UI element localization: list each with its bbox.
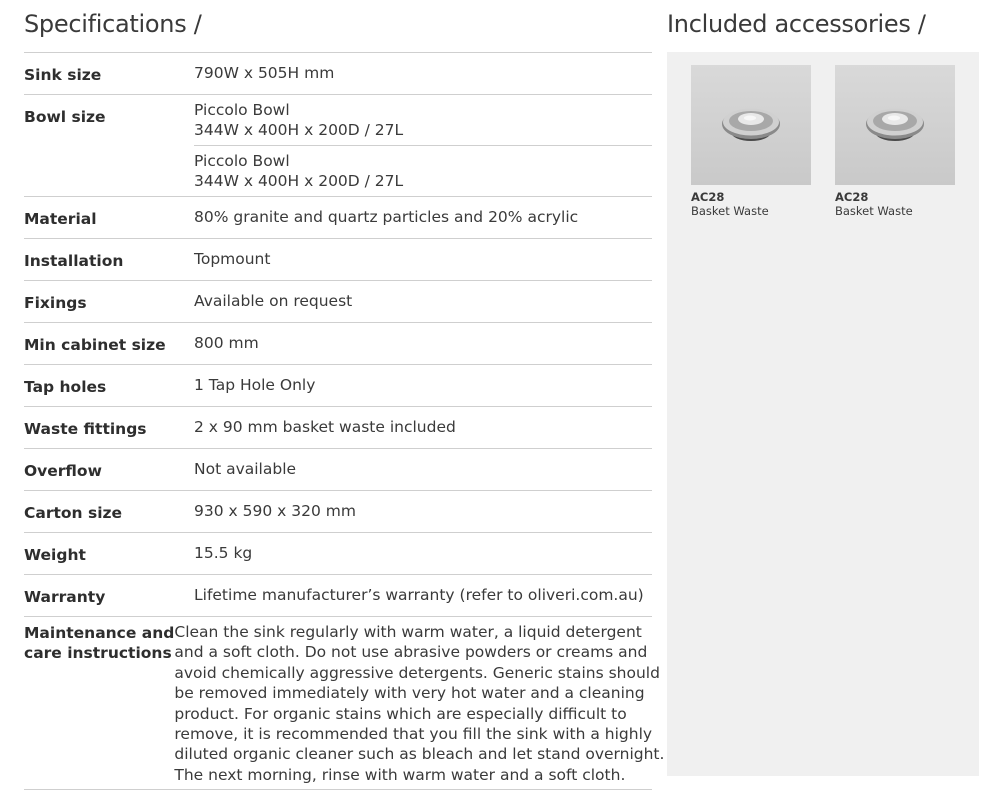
accessory-name: Basket Waste <box>691 204 769 218</box>
spec-value-text: 1 Tap Hole Only <box>194 376 316 394</box>
spec-value <box>194 53 652 94</box>
maintenance-line: product. For organic stains which are especially difficult to <box>174 704 627 723</box>
spec-value <box>194 95 652 145</box>
spec-label: Warranty <box>24 588 106 606</box>
spec-value <box>194 365 652 406</box>
basket-waste-icon <box>716 100 786 150</box>
spec-value-text: Piccolo Bowl <box>194 152 290 170</box>
spec-row-warranty <box>24 575 652 617</box>
spec-label: Sink size <box>24 66 102 84</box>
basket-waste-icon <box>860 100 930 150</box>
spec-table <box>24 52 665 790</box>
spec-value <box>194 239 652 280</box>
spec-row-sink-size <box>24 53 652 95</box>
spec-row-maintenance <box>24 617 665 790</box>
spec-row-bowl-size <box>24 95 652 197</box>
spec-label <box>24 617 174 789</box>
spec-row-installation <box>24 239 652 281</box>
accessory-name: Basket Waste <box>835 204 913 218</box>
maintenance-line: diluted organic cleaner such as bleach and let stand overnight. <box>174 745 665 764</box>
spec-row-carton-size <box>24 491 652 533</box>
spec-value <box>194 533 652 574</box>
maintenance-line: and a soft cloth. Do not use abrasive powders or creams and <box>174 643 648 662</box>
accessory-card[interactable] <box>691 65 811 776</box>
spec-row-overflow <box>24 449 652 491</box>
spec-label: Bowl size <box>24 108 106 126</box>
accessory-code: AC28 <box>691 190 725 204</box>
spec-value <box>194 281 652 322</box>
spec-value-text: 15.5 kg <box>194 544 253 562</box>
spec-label-line: Maintenance and <box>24 624 175 642</box>
spec-value-text: 790W x 505H mm <box>194 64 335 82</box>
spec-label-line: care instructions <box>24 644 172 662</box>
spec-value-text: 930 x 590 x 320 mm <box>194 502 356 520</box>
spec-value-text: 2 x 90 mm basket waste included <box>194 418 456 436</box>
spec-label: Min cabinet size <box>24 336 166 354</box>
spec-value-text: 344W x 400H x 200D / 27L <box>194 121 404 139</box>
maintenance-line: be removed immediately with very hot water and a cleaning <box>174 684 645 703</box>
spec-row-material <box>24 197 652 239</box>
maintenance-line: remove, it is recommended that you fill the sink with a highly <box>174 725 653 744</box>
spec-row-fixings <box>24 281 652 323</box>
maintenance-line: Clean the sink regularly with warm water, a liquid detergent <box>174 623 642 641</box>
spec-row-weight <box>24 533 652 575</box>
specifications-title: Specifications / <box>24 10 202 38</box>
spec-row-min-cabinet-size <box>24 323 652 365</box>
spec-value <box>194 323 652 364</box>
accessories-panel <box>667 52 979 776</box>
spec-value-text: Topmount <box>194 250 271 268</box>
spec-label: Material <box>24 210 97 228</box>
accessory-code: AC28 <box>835 190 869 204</box>
spec-value-text: 344W x 400H x 200D / 27L <box>194 172 404 190</box>
spec-row-waste-fittings <box>24 407 652 449</box>
spec-value-text: 80% granite and quartz particles and 20% acrylic <box>194 208 579 226</box>
spec-value <box>194 145 652 196</box>
spec-value-text: Available on request <box>194 292 353 310</box>
spec-label: Fixings <box>24 294 87 312</box>
spec-value-text: 800 mm <box>194 334 259 352</box>
basket-waste-image[interactable] <box>691 65 811 185</box>
spec-value <box>194 197 652 238</box>
spec-label: Carton size <box>24 504 123 522</box>
spec-value <box>194 491 652 532</box>
spec-value <box>194 449 652 490</box>
spec-value-text: Not available <box>194 460 297 478</box>
spec-value <box>194 575 652 616</box>
specifications-section <box>24 0 665 790</box>
accessories-title: Included accessories / <box>667 10 926 38</box>
spec-row-tap-holes <box>24 365 652 407</box>
maintenance-text <box>174 617 664 789</box>
maintenance-line: avoid chemically aggressive detergents. Generic stains should <box>174 663 660 682</box>
spec-label: Weight <box>24 546 86 564</box>
spec-value-text: Piccolo Bowl <box>194 101 290 119</box>
maintenance-line: The next morning, rinse with warm water and a soft cloth. <box>174 765 626 784</box>
accessories-section <box>667 0 979 776</box>
spec-label: Waste fittings <box>24 420 147 438</box>
spec-label: Installation <box>24 252 124 270</box>
basket-waste-image[interactable] <box>835 65 955 185</box>
spec-value <box>194 407 652 448</box>
spec-value-text: Lifetime manufacturer’s warranty (refer to oliveri.com.au) <box>194 586 644 604</box>
accessory-card[interactable] <box>835 65 955 776</box>
spec-label: Overflow <box>24 462 102 480</box>
spec-label: Tap holes <box>24 378 107 396</box>
